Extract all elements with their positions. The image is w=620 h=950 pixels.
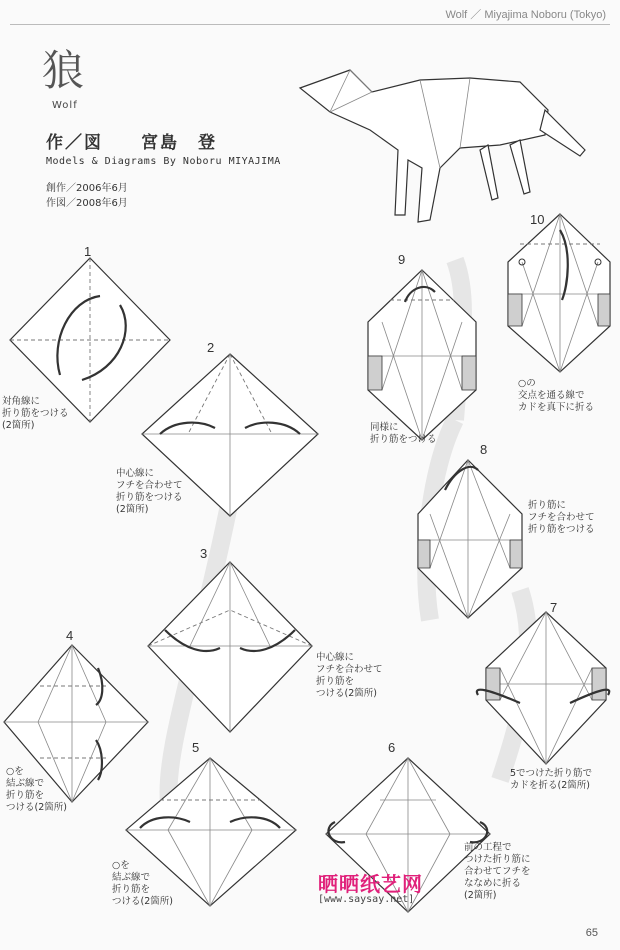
step-3-caption: 中心線に フチを合わせて 折り筋を つける(2箇所) xyxy=(316,652,383,699)
step-6-caption: 前の工程で つけた折り筋に 合わせてフチを ななめに折る (2箇所) xyxy=(464,842,531,901)
step-9-caption: 同様に 折り筋をつける xyxy=(370,422,437,445)
step-6-number: 6 xyxy=(388,740,396,755)
step-1-caption: 対角線に 折り筋をつける (2箇所) xyxy=(2,396,69,431)
page-number: 65 xyxy=(585,927,598,939)
step-3-diagram xyxy=(148,562,312,732)
diagram-date: 作図／2008年6月 xyxy=(46,198,128,209)
step-4-caption: ○を 結ぶ線で 折り筋を つける(2箇所) xyxy=(6,766,67,813)
step-10-caption: ○の 交点を通る線で カドを真下に折る xyxy=(518,378,595,413)
created-date: 創作／2006年6月 xyxy=(46,183,128,194)
step-2-number: 2 xyxy=(207,340,215,355)
step-7-caption: 5でつけた折り筋で カドを折る(2箇所) xyxy=(510,768,593,791)
watermark-url: [www.saysay.net] xyxy=(318,894,415,905)
watermark-logo: 晒晒纸艺网 xyxy=(318,872,423,896)
step-3-number: 3 xyxy=(200,546,208,561)
step-5-caption: ○を 結ぶ線で 折り筋を つける(2箇所) xyxy=(112,860,173,907)
header-title: Wolf ／ Miyajima Noboru (Tokyo) xyxy=(445,9,606,21)
step-2-caption: 中心線に フチを合わせて 折り筋をつける (2箇所) xyxy=(116,468,183,515)
step-1-number: 1 xyxy=(84,244,92,259)
model-title-english: Wolf xyxy=(52,100,78,111)
step-9-number: 9 xyxy=(398,252,406,267)
step-7-diagram xyxy=(477,612,609,764)
step-10-diagram xyxy=(508,214,610,372)
step-7-number: 7 xyxy=(550,600,558,615)
credit-japanese: 作／図 宮島 登 xyxy=(46,133,217,153)
model-title-kanji: 狼 xyxy=(42,46,85,95)
step-8-number: 8 xyxy=(480,442,488,457)
wolf-illustration xyxy=(300,70,585,222)
credit-english: Models & Diagrams By Noboru MIYAJIMA xyxy=(46,156,281,167)
step-4-number: 4 xyxy=(66,628,74,643)
step-5-number: 5 xyxy=(192,740,200,755)
step-10-number: 10 xyxy=(530,212,545,227)
step-8-caption: 折り筋に フチを合わせて 折り筋をつける xyxy=(528,500,595,535)
